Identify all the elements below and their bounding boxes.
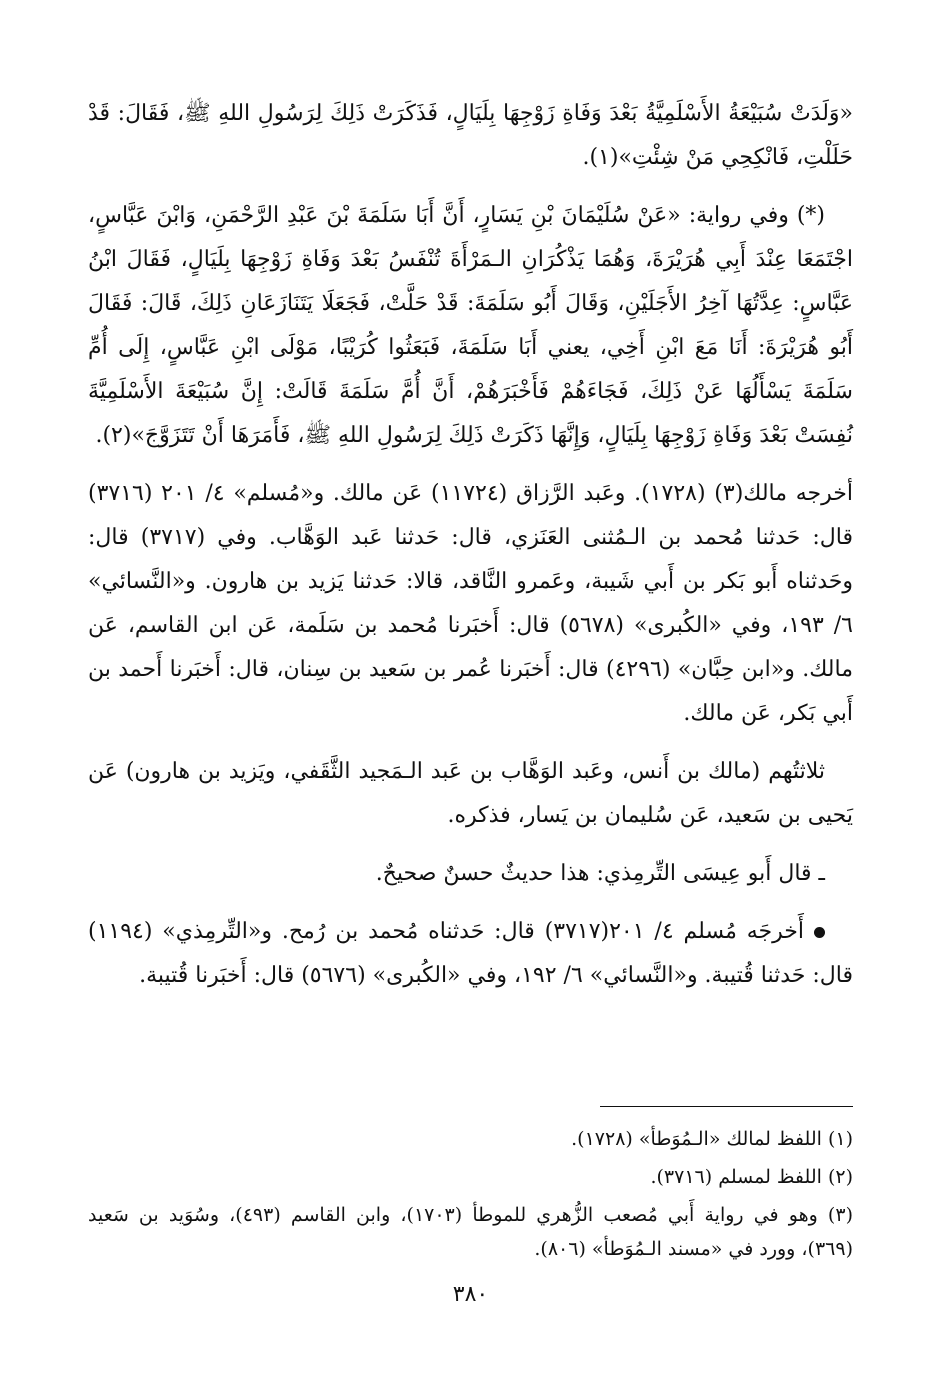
footnote-3: (٣) وهو في رواية أَبي مُصعب الزُّهري للموطأ (١٧٠٣)، وابن القاسم (٤٩٣)، وسُوَيد بن سَعيد (٣٦٩)، وورد في «مسند الـمُوَطأ» (٨٠٦). xyxy=(88,1204,853,1260)
page-number: ٣٨٠ xyxy=(452,1282,489,1307)
chain-summary: ثلاثتُهم (مالك بن أَنس، وعَبد الوَهَّاب بن عَبد الـمَجيد الثَّقَفي، ويَزيد بن هارون) عَن يَحيى بن سَعيد، عَن سُليمان بن يَسار، فذكره. xyxy=(88,759,853,828)
footnote-1: (١) اللفظ لمالك «الـمُوَطأ» (١٧٢٨). xyxy=(571,1128,853,1150)
footnote-2: (٢) اللفظ لمسلم (٣٧١٦). xyxy=(650,1166,853,1188)
tirmidhi-verdict: ـ قال أَبو عِيسَى التِّرمِذي: هذا حديثٌ حسنٌ صحيحٌ. xyxy=(375,861,825,886)
alternate-narration: (*) وفي رواية: «عَنْ سُلَيْمَانَ بْنِ يَسَارٍ، أَنَّ أَبَا سَلَمَةَ بْنَ عَبْدِ الرَّحْمَنِ، وَابْنَ عَبَّاسٍ، اجْتَمَعَا عِنْدَ أَبِي هُرَيْرَةَ، وَهُمَا يَذْكُرَانِ الـمَرْأَةَ تُنْفَسُ بَعْدَ وَفَاةِ زَوْجِهَا بِلَيَالٍ، فَقَالَ ابْنُ عَبَّاسٍ: عِدَّتُهَا آخِرُ الأَجَلَيْنِ، وَقَالَ أَبُو سَلَمَةَ: قَدْ حَلَّتْ، فَجَعَلَا يَتَنَازَعَانِ ذَلِكَ، قَالَ: فَقَالَ أَبُو هُرَيْرَةَ: أَنَا مَعَ ابْنِ أَخِي، يعني أَبَا سَلَمَةَ، فَبَعَثُوا كُرَيْبًا، مَوْلَى ابْنِ عَبَّاسٍ، إِلَى أُمِّ سَلَمَةَ يَسْأَلُهَا عَنْ ذَلِكَ، فَجَاءَهُمْ فَأَخْبَرَهُمْ، أَنَّ أُمَّ سَلَمَةَ قَالَتْ: إِنَّ سُبَيْعَةَ الأَسْلَمِيَّةَ نُفِسَتْ بَعْدَ وَفَاةِ زَوْجِهَا بِلَيَالٍ، وَإِنَّهَا ذَكَرَتْ ذَلِكَ لِرَسُولِ اللهِ ﷺ، فَأَمَرَهَا أَنْ تَتَزَوَّجَ»(٢). xyxy=(88,203,853,448)
additional-takhrij xyxy=(88,910,853,998)
additional-takhrij-text: أَخرجَه مُسلم ٤/ ٢٠١(٣٧١٧) قال: حَدثناه مُحمد بن رُمح. و«التِّرمِذي» (١١٩٤) قال: حَدثنا قُتيبة. و«النَّسائي» ٦/ ١٩٢، وفي «الكُبرى» (٥٦٧٦) قال: أَخبَرنا قُتيبة. xyxy=(88,919,853,988)
bullet-icon xyxy=(814,927,825,938)
takhrij-paragraph: أخرجه مالك(٣) (١٧٢٨). وعَبد الرَّزاق (١١٧٢٤) عَن مالك. و«مُسلم» ٤/ ٢٠١ (٣٧١٦) قال: حَدثنا مُحمد بن الـمُثنى العَنَزي، قال: حَدثنا عَبد الوَهَّاب. وفي (٣٧١٧) قال: وحَدثناه أَبو بَكر بن أَبي شَيبة، وعَمرو النَّاقد، قالا: حَدثنا يَزيد بن هارون. و«النَّسائي» ٦/ ١٩٣، وفي «الكُبرى» (٥٦٧٨) قال: أَخبَرنا مُحمد بن سَلَمة، عَن ابن القاسم، عَن مالك. و«ابن حِبَّان» (٤٢٩٦) قال: أَخبَرنا عُمر بن سَعيد بن سِنان، قال: أَخبَرنا أَحمد بن أَبي بَكر، عَن مالك. xyxy=(88,481,853,726)
footnote-separator xyxy=(600,1106,853,1107)
main-text xyxy=(88,92,853,1012)
hadith-text: «وَلَدَتْ سُبَيْعَةُ الأَسْلَمِيَّةُ بَعْدَ وَفَاةِ زَوْجِهَا بِلَيَالٍ، فَذَكَرَتْ ذَلِكَ لِرَسُولِ اللهِ ﷺ، فَقَالَ: قَدْ حَلَلْتِ، فَانْكِحِي مَنْ شِئْتِ»(١). xyxy=(88,101,853,170)
footnotes xyxy=(88,1122,853,1270)
